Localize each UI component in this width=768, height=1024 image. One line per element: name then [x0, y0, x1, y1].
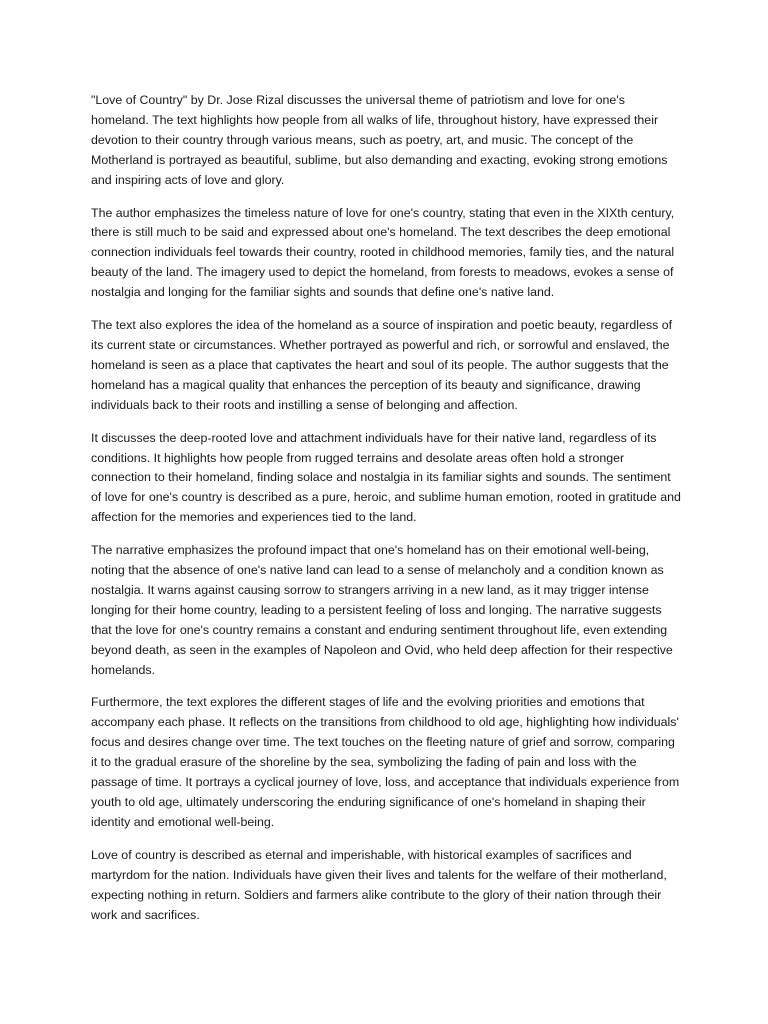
- paragraph-6: Furthermore, the text explores the different stages of life and the evolving priorities and emotions that accompany each phase. It reflects on the transitions from childhood to old age, highlighting how individuals' focus and desires change over time. The text touches on the fleeting nature of grief and sorrow, comparing it to the gradual erasure of the shoreline by the sea, symbolizing the fading of pain and loss with the passage of time. It portrays a cyclical journey of love, loss, and acceptance that individuals experience from youth to old age, ultimately underscoring the enduring significance of one's homeland in shaping their identity and emotional well-being.: [91, 695, 680, 829]
- document-body: [91, 91, 681, 938]
- paragraph-7: Love of country is described as eternal and imperishable, with historical examples of sacrifices and martyrdom for the nation. Individuals have given their lives and talents for the welfare of their motherland, expecting nothing in return. Soldiers and farmers alike contribute to the glory of their nation through their work and sacrifices.: [91, 847, 667, 922]
- paragraph-2: The author emphasizes the timeless nature of love for one's country, stating that even in the XIXth century, there is still much to be said and expressed about one's homeland. The text describes the deep emotional connection individuals feel towards their country, rooted in childhood memories, family ties, and the natural beauty of the land. The imagery used to depict the homeland, from forests to meadows, evokes a sense of nostalgia and longing for the familiar sights and sounds that define one's native land.: [91, 205, 675, 300]
- paragraph-4: It discusses the deep-rooted love and attachment individuals have for their native land, regardless of its conditions. It highlights how people from rugged terrains and desolate areas often hold a stronger connection to their homeland, finding solace and nostalgia in its familiar sights and sounds. The sentiment of love for one's country is described as a pure, heroic, and sublime human emotion, rooted in gratitude and affection for the memories and experiences tied to the land.: [91, 430, 681, 525]
- paragraph-5: The narrative emphasizes the profound impact that one's homeland has on their emotional well-being, noting that the absence of one's native land can lead to a sense of melancholy and a condition known as nostalgia. It warns against causing sorrow to strangers arriving in a new land, as it may trigger intense longing for their home country, leading to a persistent feeling of loss and longing. The narrative suggests that the love for one's country remains a constant and enduring sentiment throughout life, even extending beyond death, as seen in the examples of Napoleon and Ovid, who held deep affection for their respective homelands.: [91, 543, 673, 677]
- paragraph-3: The text also explores the idea of the homeland as a source of inspiration and poetic beauty, regardless of its current state or circumstances. Whether portrayed as powerful and rich, or sorrowful and enslaved, the homeland is seen as a place that captivates the heart and soul of its people. The author suggests that the homeland has a magical quality that enhances the perception of its beauty and significance, drawing individuals back to their roots and instilling a sense of belonging and affection.: [91, 318, 673, 412]
- paragraph-1: "Love of Country" by Dr. Jose Rizal discusses the universal theme of patriotism and love for one's homeland. The text highlights how people from all walks of life, throughout history, have expressed their devotion to their country through various means, such as poetry, art, and music. The concept of the Motherland is portrayed as beautiful, sublime, but also demanding and exacting, evoking strong emotions and inspiring acts of love and glory.: [91, 93, 668, 187]
